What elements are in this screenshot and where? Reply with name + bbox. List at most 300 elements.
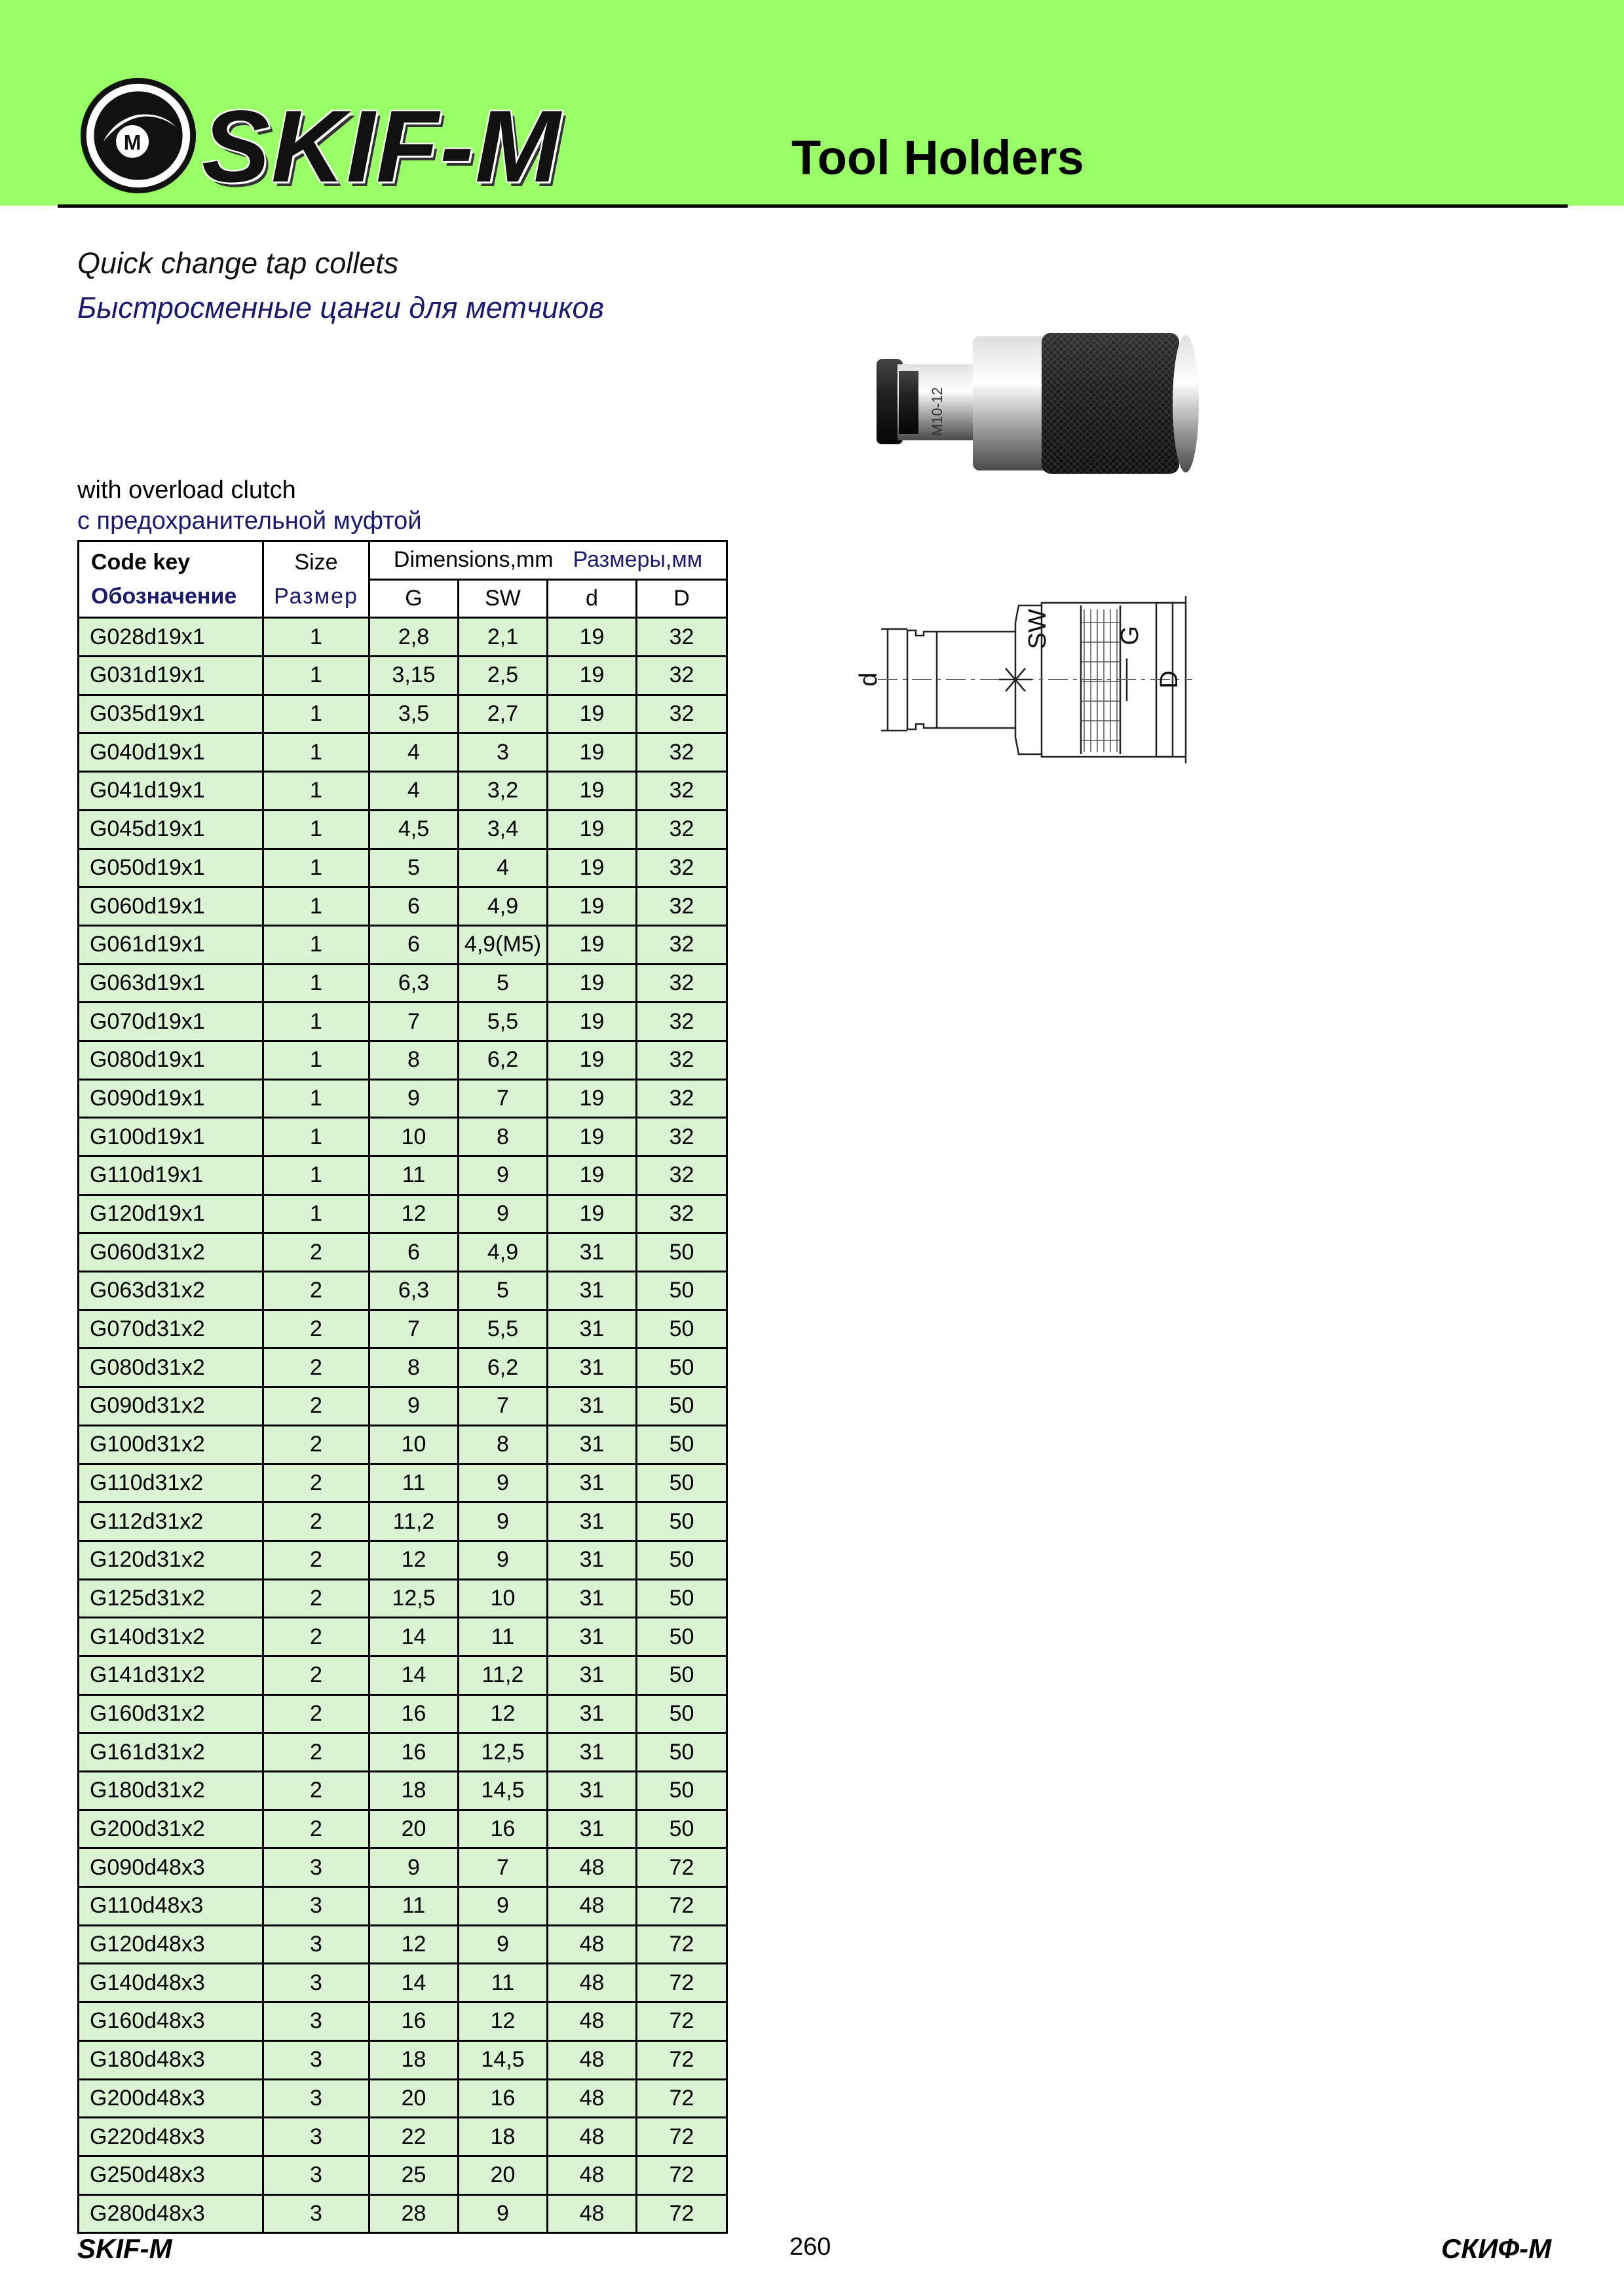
feature-ru: с предохранительной муфтой [77,507,422,535]
cell-sw: 7 [459,1387,548,1426]
cell-d: 31 [548,1540,637,1579]
cell-sw: 11,2 [459,1656,548,1694]
cell-g: 16 [369,2002,459,2041]
table-row [79,1887,727,1926]
cell-D: 32 [637,772,727,811]
cell-d: 31 [548,1464,637,1502]
cell-sw: 12 [459,1694,548,1733]
cell-sw: 14,5 [459,2040,548,2079]
cell-d: 19 [548,1195,637,1233]
cell-d: 31 [548,1733,637,1772]
cell-size: 3 [263,2156,369,2194]
cell-g: 6,3 [369,1272,459,1311]
table-row [79,1848,727,1887]
cell-g: 28 [369,2194,459,2233]
cell-sw: 9 [459,1195,548,1233]
table-row [79,849,727,887]
feature-en: with overload clutch [77,476,296,504]
cell-d: 48 [548,2194,637,2233]
cell-D: 72 [637,2194,727,2233]
cell-size: 1 [263,618,369,657]
cell-code: G070d19x1 [79,1003,263,1041]
spec-table [77,540,728,2234]
cell-d: 19 [548,964,637,1003]
cell-g: 12 [369,1195,459,1233]
brand-wordmark: SKIF-M [202,90,562,204]
cell-D: 72 [637,1964,727,2002]
cell-D: 50 [637,1772,727,1810]
cell-D: 32 [637,657,727,695]
cell-g: 18 [369,2040,459,2079]
cell-D: 50 [637,1464,727,1502]
cell-D: 50 [637,1425,727,1464]
technical-drawing [855,590,1205,786]
cell-code: G161d31x2 [79,1733,263,1772]
cell-g: 14 [369,1618,459,1656]
cell-D: 50 [637,1579,727,1618]
brand-logo [77,71,562,202]
cell-code: G112d31x2 [79,1502,263,1541]
cell-d: 31 [548,1349,637,1387]
cell-D: 50 [637,1656,727,1694]
cell-code: G160d31x2 [79,1694,263,1733]
cell-sw: 7 [459,1079,548,1118]
cell-code: G070d31x2 [79,1310,263,1349]
cell-g: 4 [369,772,459,811]
cell-d: 19 [548,695,637,733]
cell-size: 2 [263,1425,369,1464]
cell-sw: 5,5 [459,1003,548,1041]
cell-code: G180d48x3 [79,2040,263,2079]
table-row [79,1387,727,1426]
cell-g: 14 [369,1964,459,2002]
cell-code: G110d31x2 [79,1464,263,1502]
footer-brand-right: СКИФ-М [1441,2233,1552,2264]
cell-size: 1 [263,1079,369,1118]
cell-code: G063d31x2 [79,1272,263,1311]
cell-sw: 5 [459,964,548,1003]
cell-sw: 11 [459,1618,548,1656]
cell-size: 2 [263,1810,369,1848]
cell-g: 11 [369,1464,459,1502]
cell-code: G140d48x3 [79,1964,263,2002]
cell-size: 1 [263,657,369,695]
cell-size: 3 [263,2079,369,2118]
cell-size: 1 [263,849,369,887]
label-sw: SW [1024,609,1051,649]
tap-collet-photo [865,313,1218,510]
cell-sw: 3,2 [459,772,548,811]
cell-code: G200d31x2 [79,1810,263,1848]
table-row [79,2002,727,2041]
table-row [79,925,727,964]
table-row [79,1195,727,1233]
cell-size: 1 [263,1041,369,1079]
cell-sw: 20 [459,2156,548,2194]
cell-g: 2,8 [369,618,459,657]
cell-sw: 10 [459,1579,548,1618]
cell-size: 1 [263,925,369,964]
cell-g: 6,3 [369,964,459,1003]
cell-sw: 2,7 [459,695,548,733]
table-row [79,1310,727,1349]
cell-sw: 3 [459,733,548,772]
cell-g: 12,5 [369,1579,459,1618]
cell-g: 4,5 [369,810,459,849]
cell-D: 32 [637,618,727,657]
table-row [79,2118,727,2156]
cell-g: 7 [369,1003,459,1041]
table-row [79,887,727,926]
cell-d: 48 [548,1964,637,2002]
cell-sw: 4,9 [459,1233,548,1272]
table-row [79,1925,727,1964]
table-row [79,1694,727,1733]
table-row [79,695,727,733]
cell-sw: 18 [459,2118,548,2156]
table-row [79,1540,727,1579]
cell-d: 31 [548,1387,637,1426]
cell-d: 48 [548,1848,637,1887]
cell-size: 2 [263,1349,369,1387]
cell-code: G031d19x1 [79,657,263,695]
cell-g: 25 [369,2156,459,2194]
cell-D: 50 [637,1233,727,1272]
cell-code: G041d19x1 [79,772,263,811]
cell-d: 19 [548,887,637,926]
table-row [79,1079,727,1118]
cell-D: 72 [637,2040,727,2079]
table-row [79,2194,727,2233]
cell-code: G028d19x1 [79,618,263,657]
cell-D: 32 [637,1079,727,1118]
table-row [79,618,727,657]
cell-g: 11,2 [369,1502,459,1541]
cell-g: 9 [369,1079,459,1118]
cell-code: G090d48x3 [79,1848,263,1887]
cell-size: 2 [263,1464,369,1502]
cell-code: G061d19x1 [79,925,263,964]
cell-sw: 12,5 [459,1733,548,1772]
cell-d: 19 [548,1041,637,1079]
cell-sw: 8 [459,1118,548,1157]
cell-size: 1 [263,1003,369,1041]
cell-size: 2 [263,1618,369,1656]
cell-D: 72 [637,2118,727,2156]
table-row [79,657,727,695]
cell-code: G110d48x3 [79,1887,263,1926]
cell-g: 22 [369,2118,459,2156]
cell-d: 19 [548,1079,637,1118]
cell-d: 19 [548,772,637,811]
cell-size: 1 [263,964,369,1003]
skif-m-emblem-icon [80,77,197,194]
table-row [79,772,727,811]
cell-size: 2 [263,1233,369,1272]
header-divider [58,204,1568,208]
cell-code: G035d19x1 [79,695,263,733]
table-row [79,1810,727,1848]
cell-d: 31 [548,1502,637,1541]
cell-sw: 9 [459,1157,548,1195]
header-col-g: G [369,579,459,618]
cell-size: 2 [263,1772,369,1810]
cell-D: 50 [637,1733,727,1772]
table-row [79,1003,727,1041]
cell-size: 1 [263,1118,369,1157]
cell-code: G090d31x2 [79,1387,263,1426]
cell-d: 48 [548,2156,637,2194]
cell-code: G110d19x1 [79,1157,263,1195]
cell-code: G100d31x2 [79,1425,263,1464]
cell-D: 32 [637,887,727,926]
cell-sw: 7 [459,1848,548,1887]
cell-sw: 4,9(M5) [459,925,548,964]
cell-sw: 6,2 [459,1349,548,1387]
cell-code: G050d19x1 [79,849,263,887]
cell-code: G220d48x3 [79,2118,263,2156]
cell-g: 11 [369,1157,459,1195]
cell-sw: 8 [459,1425,548,1464]
cell-size: 3 [263,2118,369,2156]
cell-d: 19 [548,657,637,695]
cell-D: 50 [637,1540,727,1579]
cell-sw: 4 [459,849,548,887]
cell-g: 18 [369,1772,459,1810]
table-row [79,1425,727,1464]
header-col-sw: SW [459,579,548,618]
table-row [79,2040,727,2079]
cell-size: 1 [263,810,369,849]
cell-d: 19 [548,1157,637,1195]
cell-g: 6 [369,1233,459,1272]
cell-code: G141d31x2 [79,1656,263,1694]
cell-g: 9 [369,1387,459,1426]
cell-g: 8 [369,1041,459,1079]
cell-D: 32 [637,1003,727,1041]
cell-D: 50 [637,1694,727,1733]
cell-d: 48 [548,2040,637,2079]
cell-d: 19 [548,1003,637,1041]
cell-d: 31 [548,1579,637,1618]
table-row [79,964,727,1003]
cell-d: 31 [548,1272,637,1311]
header-code-key: Code key Обозначение [79,541,263,618]
cell-sw: 5,5 [459,1310,548,1349]
page-number: 260 [789,2233,831,2261]
cell-d: 31 [548,1618,637,1656]
table-row [79,1502,727,1541]
label-g: G [1116,626,1144,645]
cell-code: G250d48x3 [79,2156,263,2194]
cell-g: 20 [369,2079,459,2118]
cell-d: 48 [548,2079,637,2118]
page-title: Tool Holders [791,130,1084,185]
cell-d: 31 [548,1656,637,1694]
subtitle-ru: Быстросменные цанги для метчиков [77,291,604,324]
cell-size: 2 [263,1579,369,1618]
cell-g: 12 [369,1925,459,1964]
cell-size: 3 [263,1887,369,1926]
header-col-d: d [548,579,637,618]
cell-d: 19 [548,618,637,657]
table-row [79,1233,727,1272]
cell-code: G200d48x3 [79,2079,263,2118]
cell-D: 50 [637,1272,727,1311]
table-row [79,1349,727,1387]
header-col-D: D [637,579,727,618]
cell-D: 72 [637,1925,727,1964]
cell-sw: 11 [459,1964,548,2002]
cell-d: 48 [548,1887,637,1926]
cell-code: G160d48x3 [79,2002,263,2041]
table-row [79,1157,727,1195]
cell-sw: 2,1 [459,618,548,657]
cell-D: 32 [637,925,727,964]
cell-size: 1 [263,887,369,926]
cell-size: 2 [263,1387,369,1426]
cell-g: 16 [369,1694,459,1733]
cell-D: 50 [637,1618,727,1656]
cell-D: 50 [637,1387,727,1426]
cell-sw: 9 [459,1502,548,1541]
cell-g: 9 [369,1848,459,1887]
cell-d: 31 [548,1810,637,1848]
cell-D: 32 [637,810,727,849]
cell-d: 48 [548,2118,637,2156]
table-row [79,1579,727,1618]
cell-g: 10 [369,1118,459,1157]
cell-D: 32 [637,964,727,1003]
cell-D: 32 [637,1118,727,1157]
table-row [79,1733,727,1772]
cell-g: 20 [369,1810,459,1848]
cell-d: 48 [548,1925,637,1964]
table-row [79,1656,727,1694]
cell-size: 3 [263,1964,369,2002]
cell-d: 31 [548,1772,637,1810]
svg-text:M: M [123,130,142,155]
cell-D: 72 [637,1848,727,1887]
cell-size: 2 [263,1310,369,1349]
label-d: d [855,672,882,687]
cell-g: 6 [369,887,459,926]
cell-size: 2 [263,1540,369,1579]
cell-sw: 16 [459,1810,548,1848]
cell-sw: 6,2 [459,1041,548,1079]
table-row [79,1041,727,1079]
cell-sw: 9 [459,2194,548,2233]
cell-D: 50 [637,1310,727,1349]
cell-code: G140d31x2 [79,1618,263,1656]
cell-d: 19 [548,810,637,849]
cell-sw: 4,9 [459,887,548,926]
cell-sw: 9 [459,1464,548,1502]
cell-code: G120d31x2 [79,1540,263,1579]
cell-g: 14 [369,1656,459,1694]
cell-sw: 9 [459,1925,548,1964]
table-row [79,1964,727,2002]
label-D: D [1156,670,1183,689]
cell-sw: 3,4 [459,810,548,849]
cell-size: 1 [263,1157,369,1195]
cell-sw: 9 [459,1887,548,1926]
table-row [79,2156,727,2194]
table-row [79,810,727,849]
cell-sw: 2,5 [459,657,548,695]
cell-size: 1 [263,695,369,733]
cell-d: 31 [548,1425,637,1464]
cell-d: 19 [548,925,637,964]
cell-code: G125d31x2 [79,1579,263,1618]
cell-g: 5 [369,849,459,887]
table-row [79,1272,727,1311]
cell-D: 32 [637,1195,727,1233]
cell-D: 32 [637,849,727,887]
cell-code: G040d19x1 [79,733,263,772]
table-row [79,733,727,772]
cell-size: 2 [263,1656,369,1694]
cell-size: 2 [263,1502,369,1541]
cell-sw: 9 [459,1540,548,1579]
cell-d: 31 [548,1694,637,1733]
cell-code: G063d19x1 [79,964,263,1003]
cell-code: G120d19x1 [79,1195,263,1233]
cell-size: 1 [263,772,369,811]
cell-D: 72 [637,1887,727,1926]
header-size: Size Размер [263,541,369,618]
cell-size: 1 [263,733,369,772]
cell-D: 72 [637,2002,727,2041]
cell-code: G090d19x1 [79,1079,263,1118]
table-row [79,1464,727,1502]
cell-size: 3 [263,2194,369,2233]
cell-size: 2 [263,1272,369,1311]
cell-g: 6 [369,925,459,964]
cell-code: G080d31x2 [79,1349,263,1387]
cell-code: G045d19x1 [79,810,263,849]
cell-size: 3 [263,2002,369,2041]
cell-d: 19 [548,733,637,772]
cell-size: 3 [263,2040,369,2079]
cell-g: 4 [369,733,459,772]
cell-code: G080d19x1 [79,1041,263,1079]
footer-brand-left: SKIF-M [77,2233,172,2264]
cell-code: G060d19x1 [79,887,263,926]
cell-g: 12 [369,1540,459,1579]
cell-g: 3,15 [369,657,459,695]
table-row [79,1618,727,1656]
table-row [79,1772,727,1810]
cell-code: G180d31x2 [79,1772,263,1810]
cell-D: 32 [637,695,727,733]
cell-g: 8 [369,1349,459,1387]
cell-D: 32 [637,1157,727,1195]
svg-text:M10-12: M10-12 [929,387,945,436]
cell-g: 10 [369,1425,459,1464]
cell-size: 2 [263,1733,369,1772]
cell-size: 2 [263,1694,369,1733]
cell-g: 11 [369,1887,459,1926]
cell-d: 19 [548,1118,637,1157]
cell-d: 48 [548,2002,637,2041]
table-row [79,1118,727,1157]
cell-code: G100d19x1 [79,1118,263,1157]
cell-size: 3 [263,1925,369,1964]
cell-g: 16 [369,1733,459,1772]
cell-g: 3,5 [369,695,459,733]
subtitle-en: Quick change tap collets [77,246,399,280]
